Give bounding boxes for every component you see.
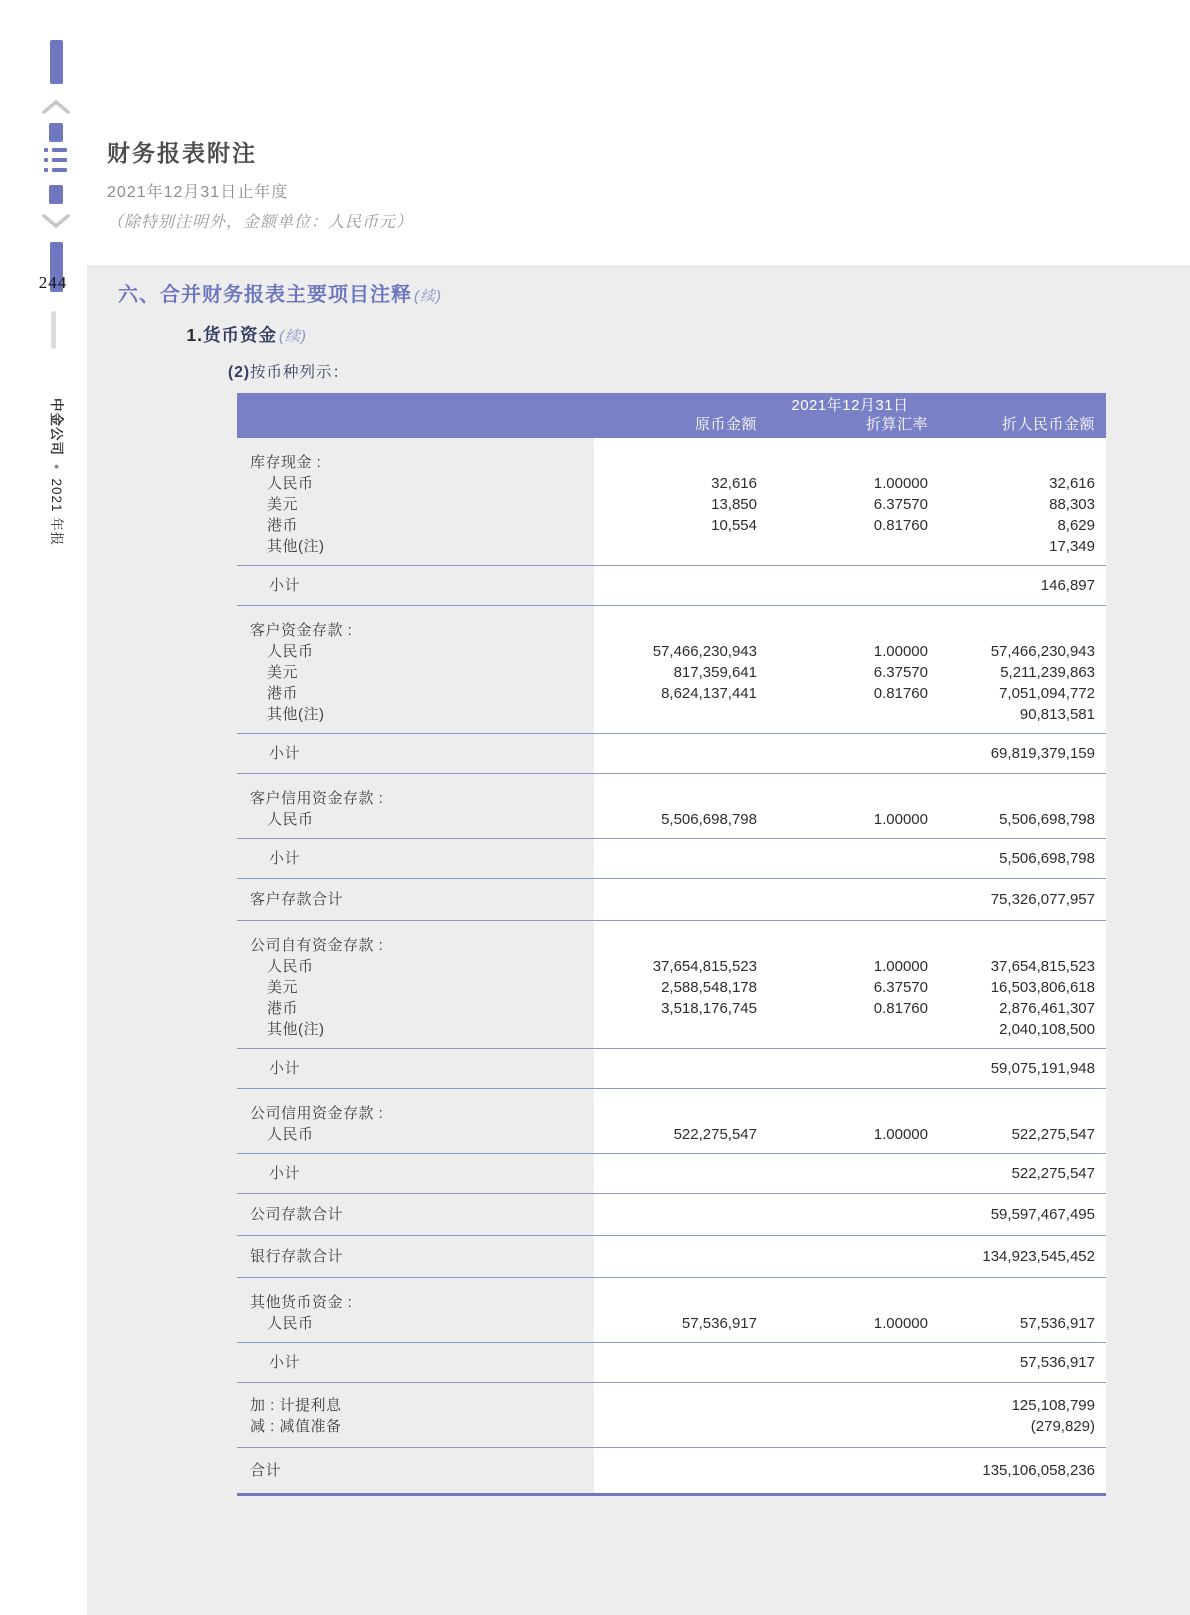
cell-rmb-amount: 125,108,799 bbox=[1011, 1397, 1095, 1414]
group-header: 客户资金存款 : bbox=[250, 622, 353, 639]
cell-exchange-rate bbox=[757, 704, 928, 725]
table-date-header: 2021年12月31日 bbox=[791, 397, 909, 414]
table-row bbox=[237, 515, 1106, 536]
group-header: 客户信用资金存款 : bbox=[250, 790, 384, 807]
row-label: 减 : 减值准备 bbox=[250, 1418, 342, 1435]
group-header: 公司信用资金存款 : bbox=[250, 1105, 384, 1122]
group-header: 库存现金 : bbox=[250, 454, 322, 471]
table-header bbox=[237, 393, 1106, 438]
row-label: 小计 bbox=[269, 745, 301, 762]
table-block-subtotal bbox=[237, 1343, 1106, 1383]
list-heading-title: 按币种列示： bbox=[250, 364, 350, 381]
group-header: 公司自有资金存款 : bbox=[250, 937, 384, 954]
page-note: （除特别注明外，金额单位：人民币元） bbox=[107, 214, 414, 231]
cell-rmb-amount: 59,075,191,948 bbox=[990, 1060, 1095, 1077]
table-row bbox=[237, 956, 1106, 977]
cell-rmb-amount: 17,349 bbox=[1049, 538, 1095, 555]
subsection-number: 1. bbox=[186, 325, 203, 345]
table-block-total bbox=[237, 879, 1106, 921]
cell-exchange-rate: 1.00000 bbox=[873, 811, 928, 828]
divider bbox=[51, 311, 56, 349]
decorative-bar-top bbox=[50, 40, 63, 84]
cell-original-amount: 32,616 bbox=[711, 475, 757, 492]
cell-rmb-amount: 8,629 bbox=[1057, 517, 1095, 534]
table-row bbox=[237, 641, 1106, 662]
table-row bbox=[237, 1204, 1106, 1225]
chevron-down-icon[interactable] bbox=[42, 213, 70, 229]
table-row bbox=[237, 683, 1106, 704]
decorative-square bbox=[49, 123, 63, 142]
table-row bbox=[237, 1058, 1106, 1079]
table-block-subtotal bbox=[237, 839, 1106, 879]
cell-original-amount: 10,554 bbox=[711, 517, 757, 534]
table-row bbox=[237, 1416, 1106, 1437]
page-number: 244 bbox=[38, 273, 68, 292]
spine-year: 2021 年报 bbox=[49, 478, 64, 547]
list-icon[interactable] bbox=[44, 148, 68, 172]
row-label: 港币 bbox=[267, 1000, 299, 1017]
page-subtitle: 2021年12月31日止年度 bbox=[107, 184, 289, 201]
cell-rmb-amount: 90,813,581 bbox=[1019, 706, 1095, 723]
row-label: 人民币 bbox=[267, 811, 314, 828]
subsection-suffix: (续) bbox=[279, 328, 307, 345]
cell-exchange-rate: 1.00000 bbox=[873, 475, 928, 492]
table-block-group bbox=[237, 1278, 1106, 1343]
page-title: 财务报表附注 bbox=[107, 141, 257, 166]
row-label: 加 : 计提利息 bbox=[250, 1397, 342, 1414]
cell-original-amount: 57,536,917 bbox=[681, 1315, 757, 1332]
column-header-rmb-amount: 折人民币金额 bbox=[1001, 416, 1095, 433]
spine-company: 中金公司 bbox=[49, 398, 64, 456]
row-label: 人民币 bbox=[267, 475, 314, 492]
table-row bbox=[237, 1460, 1106, 1481]
cell-original-amount bbox=[594, 1019, 757, 1040]
cell-rmb-amount: 57,536,917 bbox=[1019, 1354, 1095, 1371]
cell-original-amount: 817,359,641 bbox=[673, 664, 757, 681]
row-label: 小计 bbox=[269, 1060, 301, 1077]
table-block-subtotal bbox=[237, 1049, 1106, 1089]
cell-exchange-rate: 1.00000 bbox=[873, 1126, 928, 1143]
table-block-subtotal bbox=[237, 1154, 1106, 1194]
cell-rmb-amount: 5,506,698,798 bbox=[999, 850, 1095, 867]
row-label: 人民币 bbox=[267, 643, 314, 660]
cell-original-amount bbox=[594, 536, 757, 557]
cell-exchange-rate: 1.00000 bbox=[873, 958, 928, 975]
cell-rmb-amount: 5,211,239,863 bbox=[1000, 664, 1095, 681]
table-block-total bbox=[237, 1236, 1106, 1278]
table-row bbox=[237, 977, 1106, 998]
cell-rmb-amount: 522,275,547 bbox=[1011, 1126, 1095, 1143]
cell-rmb-amount: 16,503,806,618 bbox=[990, 979, 1095, 996]
table-row bbox=[237, 575, 1106, 596]
table-block-adjust bbox=[237, 1383, 1106, 1448]
row-label: 人民币 bbox=[267, 958, 314, 975]
cell-rmb-amount: 59,597,467,495 bbox=[990, 1206, 1095, 1223]
table-block-subtotal bbox=[237, 734, 1106, 774]
row-label: 小计 bbox=[269, 1165, 301, 1182]
table-row bbox=[237, 889, 1106, 910]
cell-original-amount: 57,466,230,943 bbox=[652, 643, 757, 660]
table-row bbox=[237, 1019, 1106, 1040]
cell-exchange-rate: 6.37570 bbox=[873, 496, 928, 513]
table-row bbox=[237, 473, 1106, 494]
column-header-exchange-rate: 折算汇率 bbox=[865, 416, 928, 433]
cell-rmb-amount: 88,303 bbox=[1049, 496, 1095, 513]
section-heading bbox=[118, 278, 442, 307]
row-label: 银行存款合计 bbox=[250, 1248, 344, 1265]
cell-rmb-amount: 37,654,815,523 bbox=[990, 958, 1095, 975]
cell-rmb-amount: 5,506,698,798 bbox=[999, 811, 1095, 828]
cell-original-amount: 13,850 bbox=[711, 496, 757, 513]
cell-exchange-rate: 6.37570 bbox=[873, 664, 928, 681]
table-row bbox=[237, 704, 1106, 725]
cell-rmb-amount: 69,819,379,159 bbox=[990, 745, 1095, 762]
subsection-title: 货币资金 bbox=[203, 325, 277, 345]
table-row bbox=[237, 1395, 1106, 1416]
cell-rmb-amount: 522,275,547 bbox=[1011, 1165, 1095, 1182]
row-label: 港币 bbox=[267, 517, 299, 534]
cell-original-amount: 522,275,547 bbox=[673, 1126, 757, 1143]
table-block-group bbox=[237, 1089, 1106, 1154]
cell-rmb-amount: (279,829) bbox=[1030, 1418, 1095, 1435]
cell-original-amount bbox=[594, 704, 757, 725]
cell-rmb-amount: 57,466,230,943 bbox=[990, 643, 1095, 660]
spine-label bbox=[48, 398, 68, 546]
row-label: 人民币 bbox=[267, 1126, 314, 1143]
table-row bbox=[237, 1124, 1106, 1145]
column-header-original-amount: 原币金额 bbox=[694, 416, 757, 433]
table-row bbox=[237, 848, 1106, 869]
table-row bbox=[237, 662, 1106, 683]
section-heading-text: 六、合并财务报表主要项目注释 bbox=[118, 284, 412, 306]
cell-rmb-amount: 7,051,094,772 bbox=[999, 685, 1095, 702]
table-row bbox=[237, 536, 1106, 557]
cell-original-amount: 5,506,698,798 bbox=[661, 811, 757, 828]
row-label: 公司存款合计 bbox=[250, 1206, 344, 1223]
group-header: 其他货币资金 : bbox=[250, 1294, 353, 1311]
cell-original-amount: 3,518,176,745 bbox=[661, 1000, 757, 1017]
cell-exchange-rate bbox=[757, 536, 928, 557]
list-heading-number: (2) bbox=[228, 364, 250, 381]
section-heading-suffix: (续) bbox=[414, 288, 442, 305]
cell-exchange-rate: 0.81760 bbox=[873, 517, 928, 534]
table-row bbox=[237, 494, 1106, 515]
table-block-group bbox=[237, 606, 1106, 734]
cell-rmb-amount: 146,897 bbox=[1040, 577, 1095, 594]
row-label: 港币 bbox=[267, 685, 299, 702]
chevron-up-icon[interactable] bbox=[42, 99, 70, 115]
cell-exchange-rate: 0.81760 bbox=[873, 1000, 928, 1017]
table-block-group bbox=[237, 438, 1106, 566]
table-block-total bbox=[237, 1194, 1106, 1236]
cell-original-amount: 8,624,137,441 bbox=[661, 685, 757, 702]
table-row bbox=[237, 809, 1106, 830]
table-block-group bbox=[237, 921, 1106, 1049]
cell-original-amount: 2,588,548,178 bbox=[661, 979, 757, 996]
cell-exchange-rate: 6.37570 bbox=[873, 979, 928, 996]
list-heading bbox=[215, 360, 349, 382]
decorative-square bbox=[49, 185, 63, 204]
row-label: 合计 bbox=[250, 1462, 282, 1479]
currency-table bbox=[237, 393, 1106, 1496]
cell-rmb-amount: 134,923,545,452 bbox=[982, 1248, 1095, 1265]
row-label: 小计 bbox=[269, 850, 301, 867]
table-block-group bbox=[237, 774, 1106, 839]
cell-exchange-rate: 1.00000 bbox=[873, 643, 928, 660]
row-label: 小计 bbox=[269, 1354, 301, 1371]
row-label: 美元 bbox=[267, 664, 299, 681]
row-label: 其他(注) bbox=[267, 538, 325, 555]
bullet-icon: ● bbox=[52, 464, 62, 471]
cell-exchange-rate: 0.81760 bbox=[873, 685, 928, 702]
cell-original-amount: 37,654,815,523 bbox=[652, 958, 757, 975]
table-block-subtotal bbox=[237, 566, 1106, 606]
cell-rmb-amount: 135,106,058,236 bbox=[982, 1462, 1095, 1479]
table-row bbox=[237, 743, 1106, 764]
cell-rmb-amount: 32,616 bbox=[1049, 475, 1095, 492]
row-label: 客户存款合计 bbox=[250, 891, 344, 908]
row-label: 美元 bbox=[267, 979, 299, 996]
content-panel bbox=[87, 265, 1190, 1615]
table-row bbox=[237, 998, 1106, 1019]
row-label: 小计 bbox=[269, 577, 301, 594]
table-row bbox=[237, 1163, 1106, 1184]
cell-exchange-rate: 1.00000 bbox=[873, 1315, 928, 1332]
subsection-heading bbox=[150, 322, 307, 347]
table-row bbox=[237, 1246, 1106, 1267]
page-header bbox=[107, 135, 413, 232]
cell-rmb-amount: 75,326,077,957 bbox=[990, 891, 1095, 908]
cell-rmb-amount: 2,040,108,500 bbox=[999, 1021, 1095, 1038]
row-label: 其他(注) bbox=[267, 1021, 325, 1038]
table-block-grand bbox=[237, 1448, 1106, 1496]
row-label: 人民币 bbox=[267, 1315, 314, 1332]
cell-rmb-amount: 57,536,917 bbox=[1019, 1315, 1095, 1332]
table-row bbox=[237, 1352, 1106, 1373]
table-body bbox=[237, 438, 1106, 1496]
row-label: 其他(注) bbox=[267, 706, 325, 723]
table-row bbox=[237, 1313, 1106, 1334]
row-label: 美元 bbox=[267, 496, 299, 513]
cell-exchange-rate bbox=[757, 1019, 928, 1040]
cell-rmb-amount: 2,876,461,307 bbox=[999, 1000, 1095, 1017]
